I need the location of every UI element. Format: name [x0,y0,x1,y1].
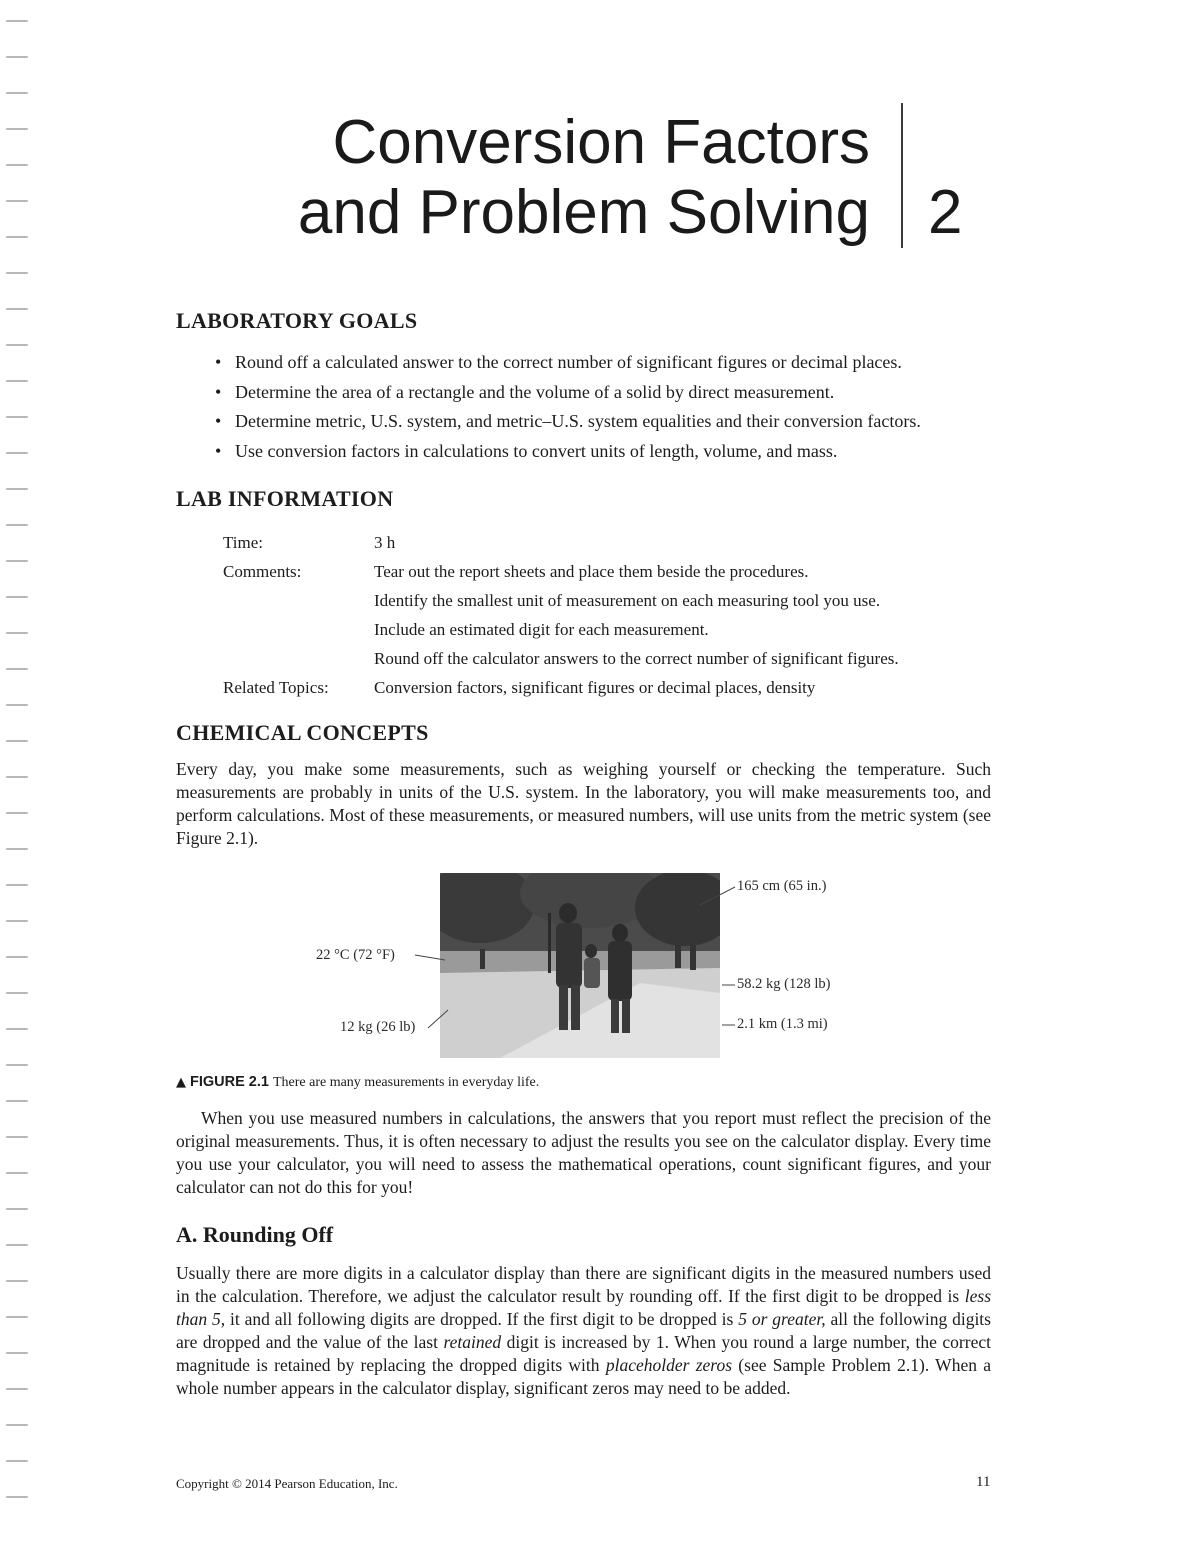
goal-item: • Determine the area of a rectangle and the volume of a solid by direct measurement. [215,378,1005,408]
rounding-off-paragraph [176,1262,991,1400]
goal-item: • Use conversion factors in calculations to convert units of length, volume, and mass. [215,437,1005,467]
rounding-text: it and all following digits are dropped. If the first digit to be dropped is [225,1309,739,1329]
binding-mark [6,1352,28,1354]
chemical-concepts-paragraph: Every day, you make some measurements, such as weighing yourself or checking the temperature. Such measurements are probably in units of the U.S. system. In the laboratory, you will make measurements too, and perform calculations. Most of these measurements, or measured numbers, will use units from the metric system (see Figure 2.1). [176,759,991,848]
comment-line: Include an estimated digit for each measurement. [374,620,709,639]
binding-mark [6,1496,28,1498]
related-topics-label: Related Topics: [223,678,329,697]
chapter-number: 2 [928,178,963,247]
copyright: Copyright © 2014 Pearson Education, Inc. [176,1476,398,1491]
lab-information-heading: LAB INFORMATION [176,486,394,511]
rounding-emphasis: retained [443,1332,502,1352]
rounding-off-heading: A. Rounding Off [176,1222,334,1247]
rounding-text: all the following digits are dropped and the value of the last [176,1309,991,1352]
comments-label: Comments: [223,562,302,581]
chapter-title-line1: Conversion Factors [332,108,870,177]
rounding-emphasis: placeholder zeros [605,1355,733,1375]
figure-caption [176,1074,539,1091]
figure-caption-text: There are many measurements in everyday life. [272,1075,540,1090]
comment-line: Round off the calculator answers to the correct number of significant figures. [374,649,899,668]
figure-caption-number: FIGURE 2.1 [190,1074,269,1090]
binding-mark [6,1244,28,1246]
related-topics-value: Conversion factors, significant figures or decimal places, density [374,678,816,697]
comment-line: Tear out the report sheets and place them beside the procedures. [374,562,809,581]
time-label: Time: [223,533,264,552]
binding-mark [6,1172,28,1174]
binding-mark [6,1388,28,1390]
binding-mark [6,1316,28,1318]
rounding-text: (see Sample Problem 2.1). When a whole number appears in the calculator display, significant zeros may need to be added. [176,1355,992,1398]
chemical-concepts-heading: CHEMICAL CONCEPTS [176,720,429,745]
figure-label-mass-child: 12 kg (26 lb) [340,1019,416,1035]
rounding-text: digit is increased by 1. When you round a large number, the correct magnitude is retained by replacing the dropped digits with [176,1332,991,1375]
rounding-emphasis: less than 5, [176,1286,991,1329]
goal-item: • Determine metric, U.S. system, and metric–U.S. system equalities and their conversion factors. [215,407,1005,437]
rounding-text: Usually there are more digits in a calculator display than there are significant digits in the measured numbers used in the calculation. Therefore, we adjust the calculator result by rounding off. If the first digit to be dropped is [176,1263,991,1306]
chapter-title-line2: and Problem Solving [297,178,870,247]
binding-mark [6,1460,28,1462]
triangle-icon: ▲ [176,1075,186,1090]
figure-label-distance: 2.1 km (1.3 mi) [737,1016,828,1032]
comment-line: Identify the smallest unit of measurement on each measuring tool you use. [374,591,881,610]
time-value: 3 h [374,533,396,552]
binding-mark [6,1136,28,1138]
binding-mark [6,1100,28,1102]
binding-mark [6,1280,28,1282]
binding-mark [6,1424,28,1426]
goal-item: • Round off a calculated answer to the correct number of significant figures or decimal places. [215,348,1005,378]
figure-label-mass-person: 58.2 kg (128 lb) [737,976,831,992]
rounding-emphasis: 5 or greater, [738,1309,826,1329]
figure-label-temperature: 22 °C (72 °F) [316,947,395,963]
figure-label-height: 165 cm (65 in.) [737,878,827,894]
page-number: 11 [976,1474,991,1490]
measured-numbers-paragraph: When you use measured numbers in calculations, the answers that you report must reflect the precision of the original measurements. Thus, it is often necessary to adjust the results you see on the calculator display. Every time you use your calculator, you will need to assess the mathematical operations, count significant figures, and your calculator can not do this for you! [176,1108,991,1197]
laboratory-goals-heading: LABORATORY GOALS [176,308,418,333]
binding-mark [6,1208,28,1210]
